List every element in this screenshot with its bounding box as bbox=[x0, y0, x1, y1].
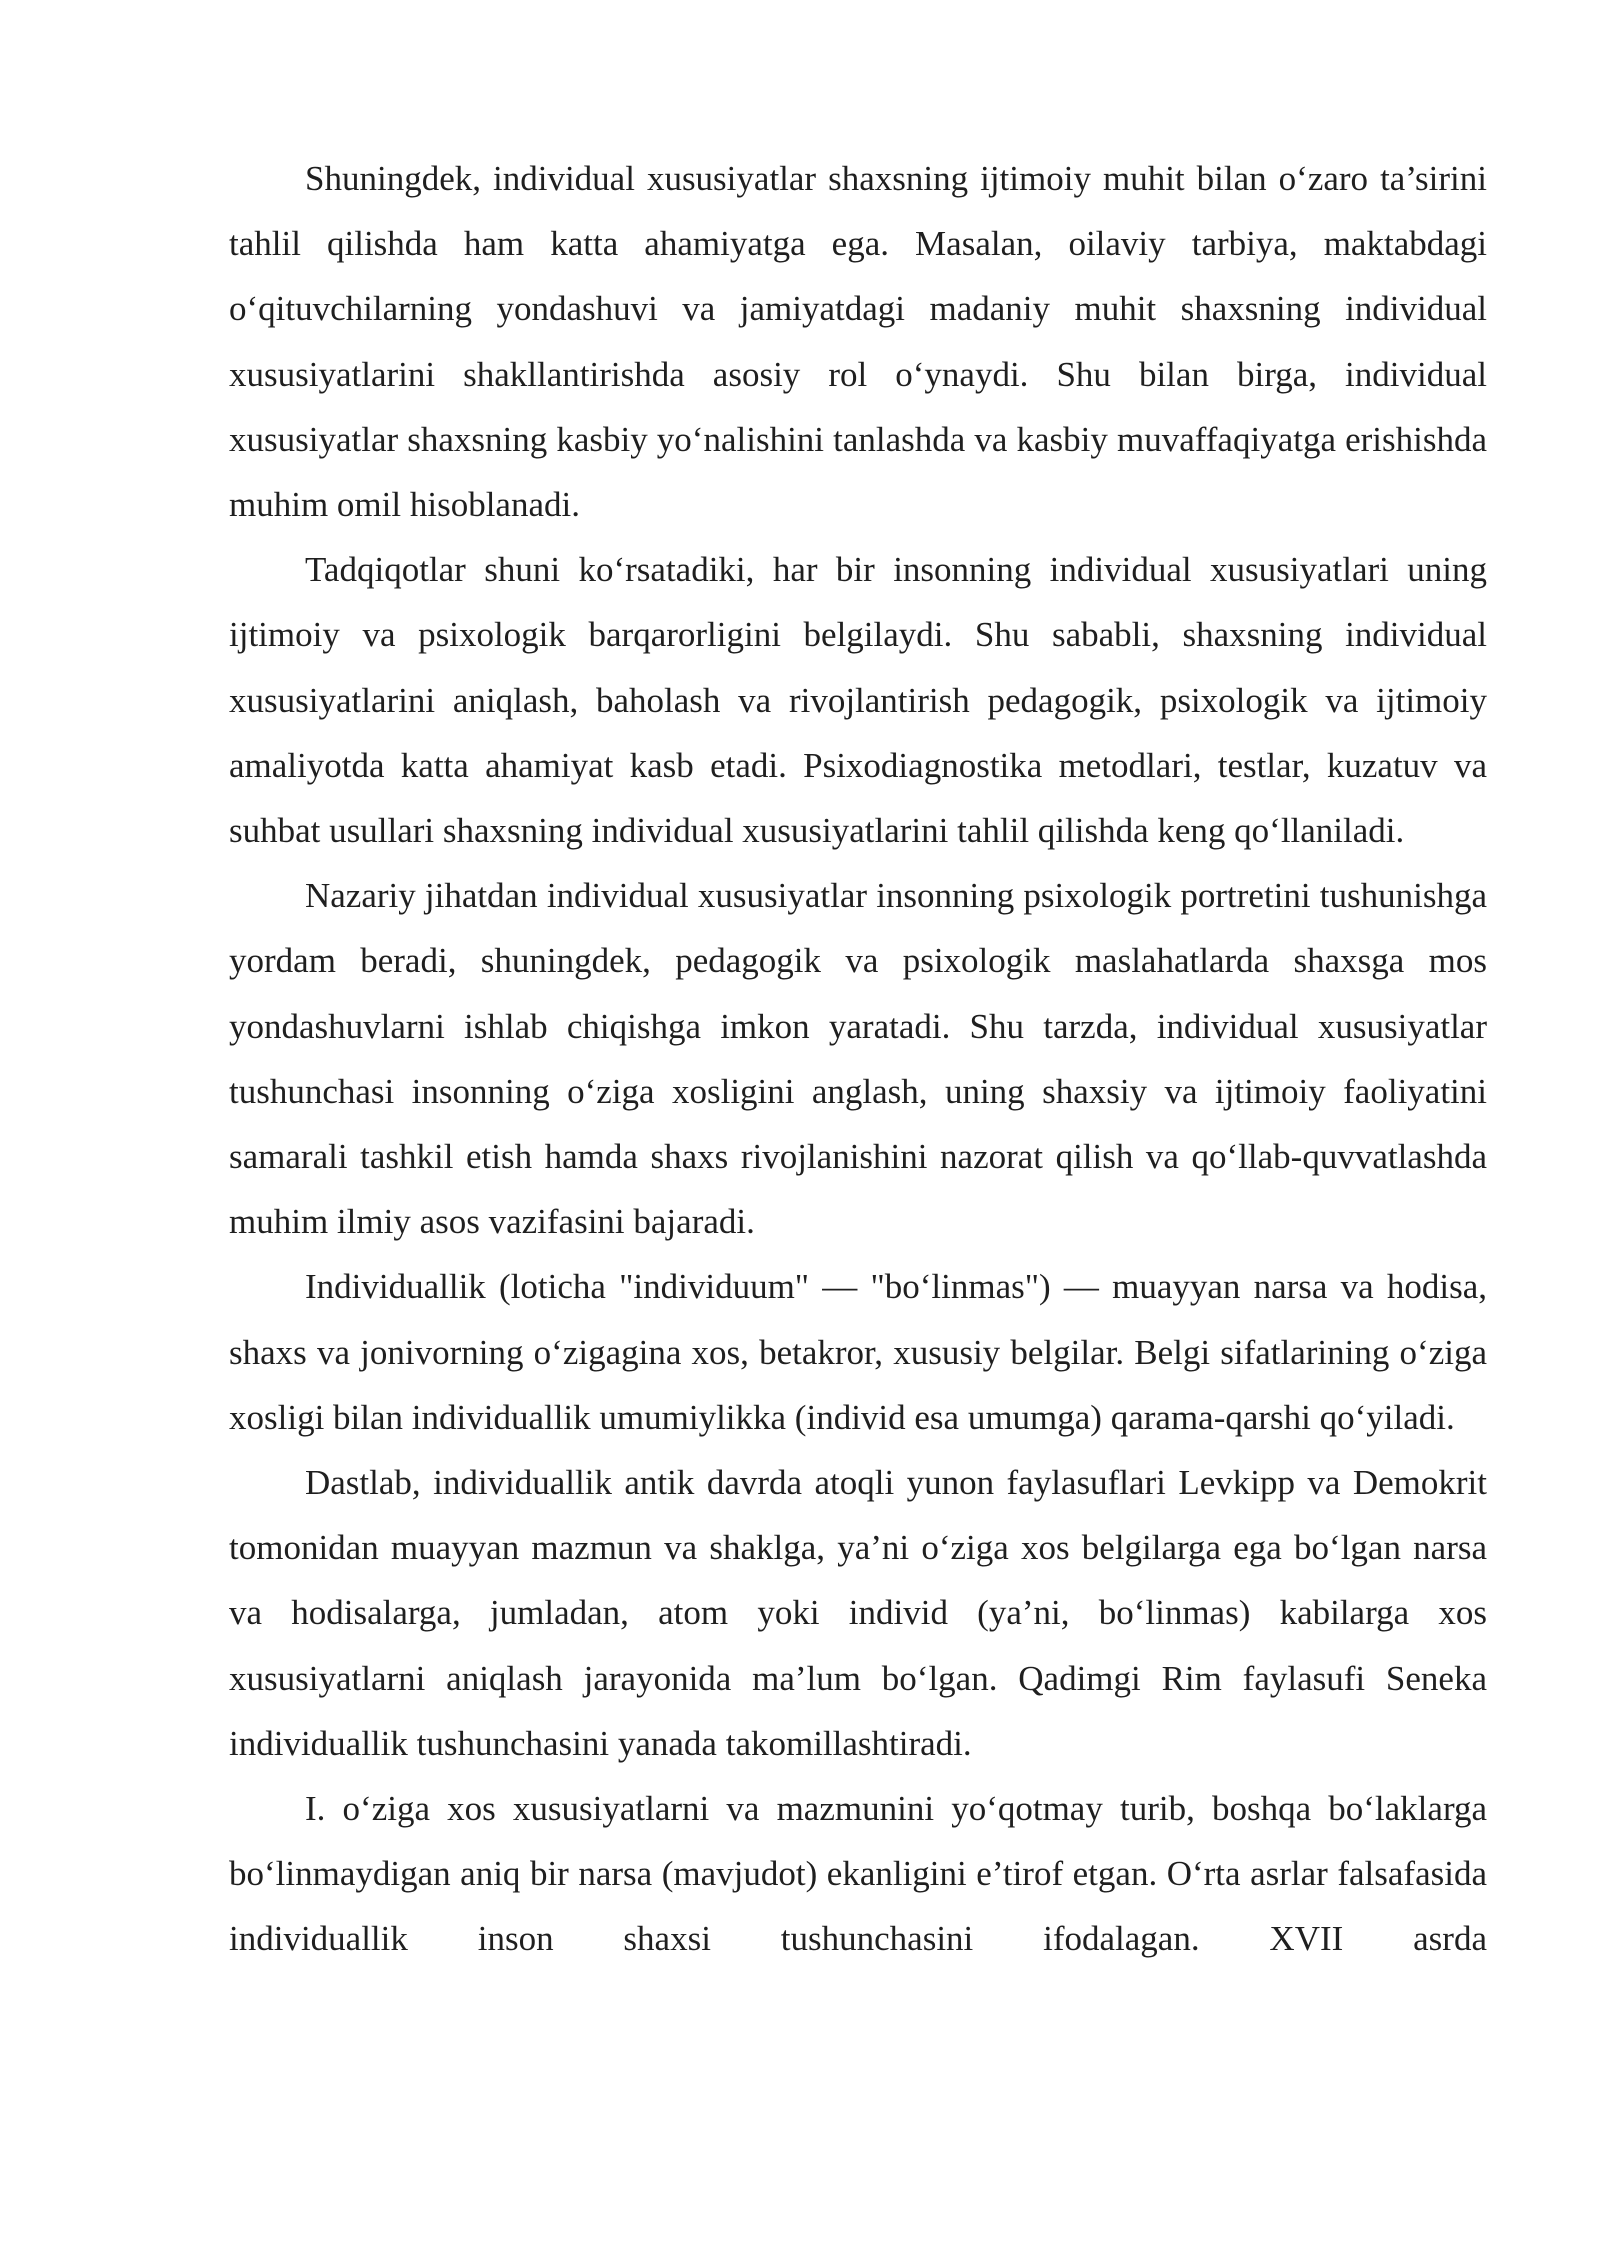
body-text bbox=[229, 146, 1487, 1972]
paragraph-6: I. o‘ziga xos xususiyatlarni va mazmunini yo‘qotmay turib, boshqa bo‘laklarga bo‘linmaydigan aniq bir narsa (mavjudot) ekanligini e’tirof etgan. O‘rta asrlar falsafasida individuallik inson shaxsi tushunchasini ifodalagan. XVII asrda bbox=[229, 1789, 1487, 1959]
paragraph-1: Shuningdek, individual xususiyatlar shaxsning ijtimoiy muhit bilan o‘zaro ta’sirini tahlil qilishda ham katta ahamiyatga ega. Masalan, oilaviy tarbiya, maktabdagi o‘qituvchilarning yondashuvi va jamiyatdagi madaniy muhit shaxsning individual xususiyatlarini shakllantirishda asosiy rol o‘ynaydi. Shu bilan birga, individual xususiyatlar shaxsning kasbiy yo‘nalishini tanlashda va kasbiy muvaffaqiyatga erishishda muhim omil hisoblanadi. bbox=[229, 159, 1487, 525]
paragraph-2: Tadqiqotlar shuni ko‘rsatadiki, har bir insonning individual xususiyatlari uning ijtimoiy va psixologik barqarorligini belgilaydi. Shu sababli, shaxsning individual xususiyatlarini aniqlash, baholash va rivojlantirish pedagogik, psixologik va ijtimoiy amaliyotda katta ahamiyat kasb etadi. Psixodiagnostika metodlari, testlar, kuzatuv va suhbat usullari shaxsning individual xususiyatlarini tahlil qilishda keng qo‘llaniladi. bbox=[229, 550, 1487, 851]
paragraph-4: Individuallik (loticha "individuum" — "bo‘linmas") — muayyan narsa va hodisa, shaxs va jonivorning o‘zigagina xos, betakror, xususiy belgilar. Belgi sifatlarining o‘ziga xosligi bilan individuallik umumiylikka (individ esa umumga) qarama-qarshi qo‘yiladi. bbox=[229, 1267, 1487, 1437]
paragraph-5: Dastlab, individuallik antik davrda atoqli yunon faylasuflari Levkipp va Demokrit tomonidan muayyan mazmun va shaklga, ya’ni o‘ziga xos belgilarga ega bo‘lgan narsa va hodisalarga, jumladan, atom yoki individ (ya’ni, bo‘linmas) kabilarga xos xususiyatlarni aniqlash jarayonida ma’lum bo‘lgan. Qadimgi Rim faylasufi Seneka individuallik tushunchasini yanada takomillashtiradi. bbox=[229, 1463, 1487, 1763]
paragraph-3: Nazariy jihatdan individual xususiyatlar insonning psixologik portretini tushunishga yordam beradi, shuningdek, pedagogik va psixologik maslahatlarda shaxsga mos yondashuvlarni ishlab chiqishga imkon yaratadi. Shu tarzda, individual xususiyatlar tushunchasi insonning o‘ziga xosligini anglash, uning shaxsiy va ijtimoiy faoliyatini samarali tashkil etish hamda shaxs rivojlanishini nazorat qilish va qo‘llab-quvvatlashda muhim ilmiy asos vazifasini bajaradi. bbox=[229, 876, 1487, 1242]
